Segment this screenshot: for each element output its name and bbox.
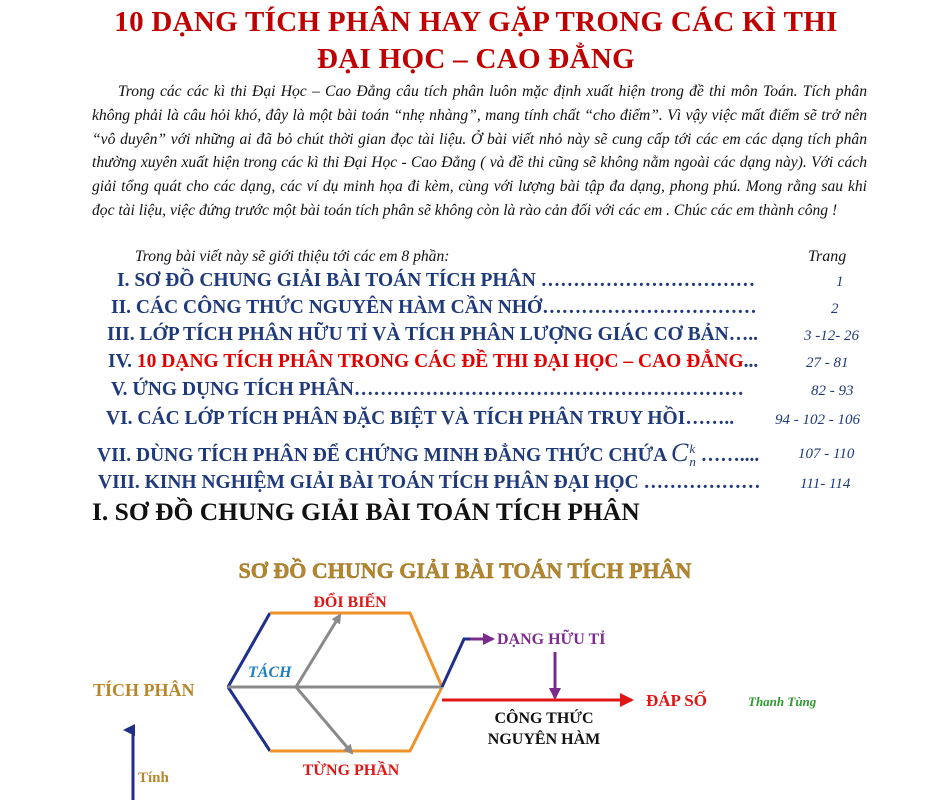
intro-paragraph: Trong các các kì thi Đại Học – Cao Đẳng câu tích phân luôn mặc định xuất hiện trong đề thi môn Toán. Tích phân không phải là câu hỏi khó, đây là một bài toán “nhẹ nhàng”, mang tính chất “cho điểm”. Vì vậy việc mất điểm sẽ trở nên “vô duyên” với những ai đã bỏ chút thời gian đọc tài liệu. Ở bài viết nhỏ này sẽ cung cấp tới các em các dạng tích phân thường xuyên xuất hiện trong các kì thi Đại Học - Cao Đẳng ( và đề thi cũng sẽ không nằm ngoài các dạng này). Với cách giải tổng quát cho các dạng, các ví dụ minh họa đi kèm, cùng với lượng bài tập đa dạng, phong phú. Mong rằng sau khi đọc tài liệu, việc đứng trước một bài toán tích phân sẽ không còn là rào cản đối với các em . Chúc các em thành công ! (92, 83, 867, 219)
author-signature: Thanh Tùng (748, 694, 817, 709)
label-cong-thuc: CÔNG THỨC (494, 710, 594, 727)
toc-item-2[interactable]: II. CÁC CÔNG THỨC NGUYÊN HÀM CẦN NHỚ…………………………… (111, 297, 757, 318)
toc-page-4: 27 - 81 (806, 355, 849, 371)
label-tach: TÁCH (248, 664, 292, 681)
diagram-title: SƠ ĐỒ CHUNG GIẢI BÀI TOÁN TÍCH PHÂN (238, 558, 692, 583)
integration-flow-diagram (0, 540, 952, 800)
toc-page-3: 3 -12- 26 (804, 328, 859, 344)
document-title-line-1: 10 DẠNG TÍCH PHÂN HAY GẶP TRONG CÁC KÌ THI (114, 6, 838, 38)
toc-item-7-text: VII. DÙNG TÍCH PHÂN ĐỂ CHỨNG MINH ĐẲNG THỨC CHỨA (97, 445, 667, 466)
label-tung-phan: TỪNG PHẦN (302, 762, 400, 779)
label-tich-phan: TÍCH PHÂN (93, 680, 195, 700)
toc-item-1[interactable]: I. SƠ ĐỒ CHUNG GIẢI BÀI TOÁN TÍCH PHÂN …………………………… (117, 270, 756, 291)
arrow-to-tung-phan (296, 687, 352, 753)
toc-item-4[interactable] (108, 351, 758, 373)
label-doi-bien: ĐỔI BIẾN (313, 594, 387, 611)
toc-page-7: 107 - 110 (798, 446, 855, 462)
toc-item-7[interactable] (97, 438, 759, 468)
arrow-to-doi-bien (296, 615, 340, 687)
toc-item-8[interactable]: VIII. KINH NGHIỆM GIẢI BÀI TOÁN TÍCH PHÂN ĐẠI HỌC ……………… (98, 472, 761, 493)
label-nguyen-ham: NGUYÊN HÀM (487, 731, 601, 748)
toc-page-8: 111- 114 (800, 476, 851, 492)
toc-item-7-dots: …….... (695, 445, 760, 466)
label-dap-so: ĐÁP SỐ (646, 691, 707, 710)
edge-orange-bottom (270, 687, 442, 751)
toc-page-6: 94 - 102 - 106 (775, 412, 860, 428)
toc-item-5[interactable]: V. ỨNG DỤNG TÍCH PHÂN…………………………………………………… (111, 379, 744, 400)
toc-page-2: 2 (831, 301, 839, 317)
edge-to-dang-huu-ti (442, 639, 480, 687)
binomial-formula: C k n (671, 438, 696, 470)
toc-item-6[interactable]: VI. CÁC LỚP TÍCH PHÂN ĐẶC BIỆT VÀ TÍCH PHÂN TRUY HỒI…….. (106, 408, 735, 429)
toc-page-1: 1 (836, 274, 844, 290)
intro-lead: Trong bài viết này sẽ giới thiệu tới các em 8 phần: (135, 248, 450, 265)
label-dang-huu-ti: DẠNG HỮU TỈ (497, 631, 606, 648)
toc-item-3[interactable]: III. LỚP TÍCH PHÂN HỮU TỈ VÀ TÍCH PHÂN LƯỢNG GIÁC CƠ BẢN….. (107, 324, 758, 345)
page-column-header: Trang (808, 248, 847, 265)
section-heading: I. SƠ ĐỒ CHUNG GIẢI BÀI TOÁN TÍCH PHÂN (92, 497, 640, 526)
edge-blue-lower (228, 687, 270, 751)
toc-item-4-suffix: ... (743, 351, 759, 372)
document-title-line-2: ĐẠI HỌC – CAO ĐẲNG (317, 43, 635, 75)
toc-page-5: 82 - 93 (811, 383, 854, 399)
label-tinh: Tính (138, 770, 169, 786)
toc-item-4-prefix: IV. (108, 351, 137, 372)
edge-orange-top (270, 613, 442, 687)
toc-item-4-highlight: 10 DẠNG TÍCH PHÂN TRONG CÁC ĐỀ THI ĐẠI HỌC – CAO ĐẲNG (136, 351, 744, 372)
